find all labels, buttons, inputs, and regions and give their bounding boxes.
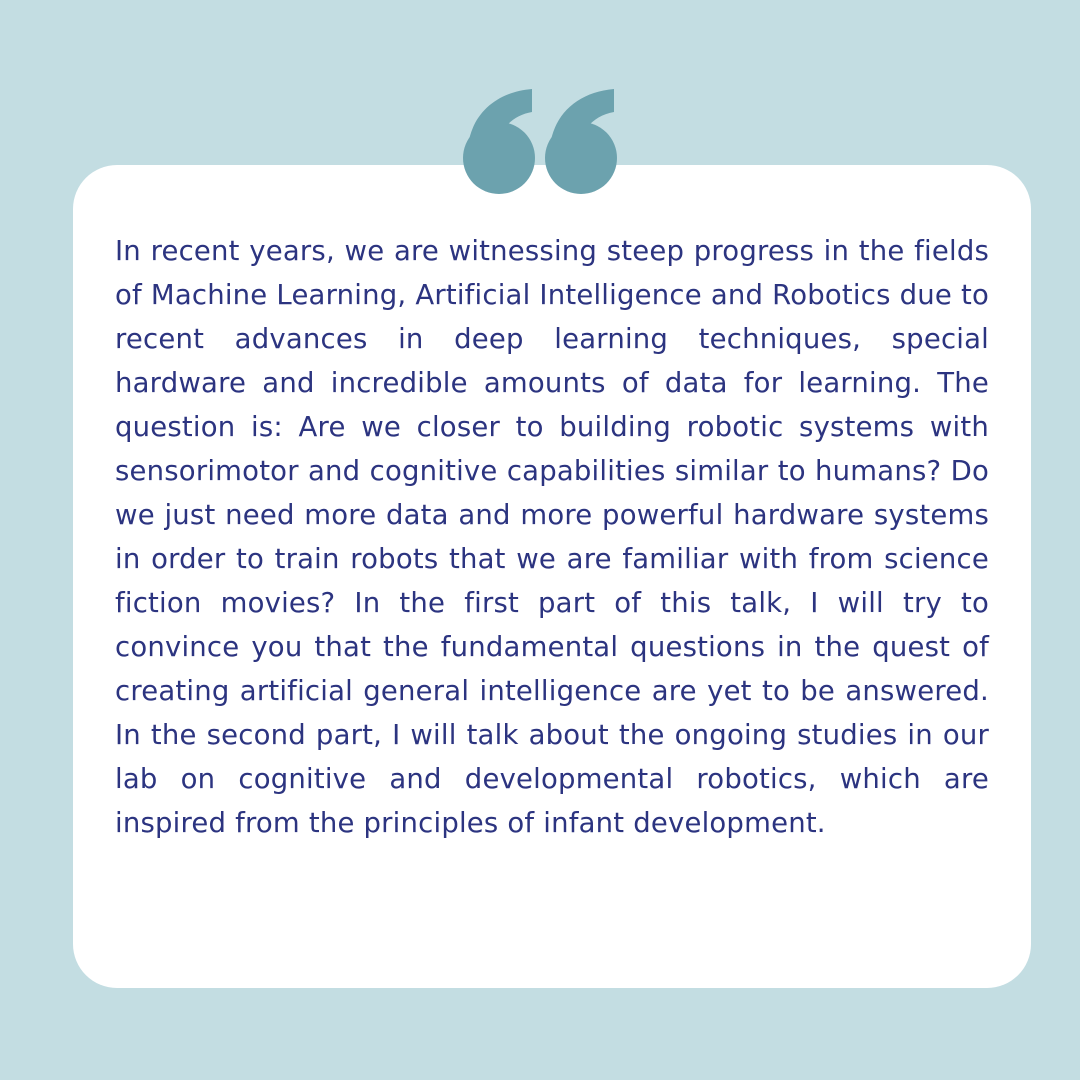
quote-card: [73, 165, 1031, 988]
quote-text: In recent years, we are witnessing steep progress in the fields of Machine Learning, Artificial Intelligence and Robotics due to recent advances in deep learning techniques, special hardware and incredible amounts of data for learning. The question is: Are we closer to building robotic systems with sensorimotor and cognitive capabilities similar to humans? Do we just need more data and more powerful hardware systems in order to train robots that we are familiar with from science fiction movies? In the first part of this talk, I will try to convince you that the fundamental questions in the quest of creating artificial general intelligence are yet to be answered. In the second part, I will talk about the ongoing studies in our lab on cognitive and developmental robotics, which are inspired from the principles of infant development.: [115, 235, 989, 839]
opening-quotation-mark-icon: [462, 88, 620, 196]
